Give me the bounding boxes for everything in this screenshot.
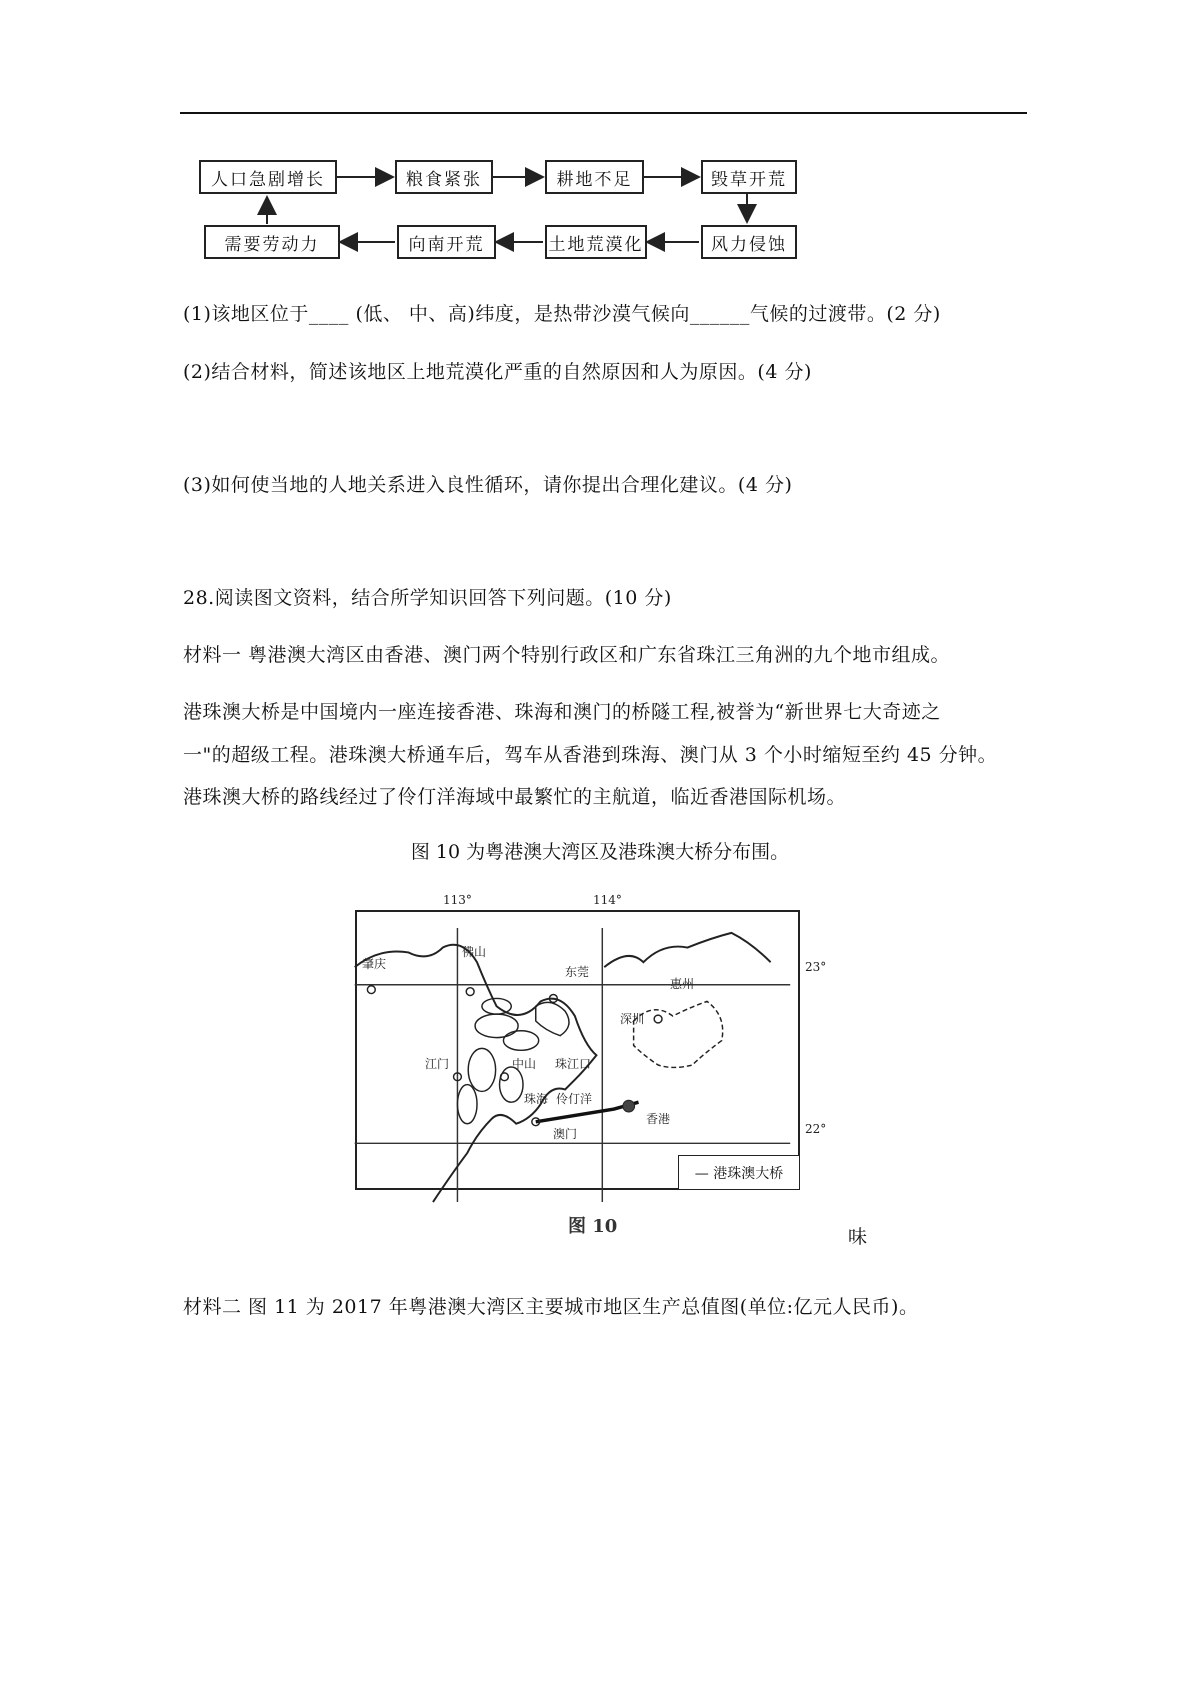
material-1: 材料一 粤港澳大湾区由香港、澳门两个特别行政区和广东省珠江三角洲的九个地市组成。 (183, 644, 951, 666)
map-legend: — 港珠澳大桥 (678, 1155, 800, 1190)
flow-box-food: 粮食紧张 (395, 160, 493, 194)
question-3: (3)如何使当地的人地关系进入良性循环，请你提出合理化建议。(4 分) (183, 474, 793, 496)
city-zhuhai: 珠海 (524, 1092, 549, 1106)
para-line-1: 港珠澳大桥是中国境内一座连接香港、珠海和澳门的桥隧工程,被誉为“新世界七大奇迹之 (183, 701, 941, 723)
question-1: (1)该地区位于____ (低、 中、高)纬度，是热带沙漠气候向______气候的过渡带。(2 分) (183, 303, 941, 325)
stray-character: 味 (848, 1226, 868, 1248)
city-zhongshan: 中山 (512, 1057, 537, 1071)
city-lingdingyang: 伶仃洋 (556, 1092, 593, 1106)
figure-caption: 图 10 为粤港澳大湾区及港珠澳大桥分布围。 (410, 841, 790, 863)
city-foshan: 佛山 (462, 945, 487, 959)
city-jiangmen: 江门 (425, 1057, 450, 1071)
figure-10-label: 图 10 (568, 1216, 618, 1237)
city-zhujiangkou: 珠江口 (555, 1057, 592, 1071)
lat-label-23: 23° (805, 960, 827, 974)
flow-box-population: 人口急剧增长 (199, 160, 337, 194)
q28-title: 28.阅读图文资料，结合所学知识回答下列问题。(10 分) (183, 587, 672, 609)
city-macau: 澳门 (553, 1127, 578, 1141)
flow-box-desertification: 土地荒漠化 (545, 225, 647, 259)
city-dongguan: 东莞 (565, 965, 590, 979)
city-shenzhen: 深圳 (620, 1012, 645, 1026)
lon-label-113: 113° (443, 893, 472, 907)
para-line-2: 一"的超级工程。港珠澳大桥通车后，驾车从香港到珠海、澳门从 3 个小时缩短至约 45 分钟。 (183, 744, 998, 766)
flow-box-farmland: 耕地不足 (545, 160, 644, 194)
city-hongkong: 香港 (646, 1112, 671, 1126)
material-2: 材料二 图 11 为 2017 年粤港澳大湾区主要城市地区生产总值图(单位:亿元人民币)。 (183, 1296, 919, 1318)
city-zhaoqing: 肇庆 (362, 957, 387, 971)
flow-diagram (0, 0, 1200, 280)
lat-label-22: 22° (805, 1122, 827, 1136)
flow-box-reclaim: 毁草开荒 (701, 160, 797, 194)
lon-label-114: 114° (593, 893, 622, 907)
flow-box-south: 向南开荒 (397, 225, 496, 259)
city-huizhou: 惠州 (670, 977, 695, 991)
para-line-3: 港珠澳大桥的路线经过了伶仃洋海域中最繁忙的主航道，临近香港国际机场。 (183, 786, 847, 808)
flow-box-wind-erosion: 风力侵蚀 (701, 225, 797, 259)
question-2: (2)结合材料，简述该地区上地荒漠化严重的自然原因和人为原因。(4 分) (183, 361, 812, 383)
flow-box-labor: 需要劳动力 (204, 225, 340, 259)
